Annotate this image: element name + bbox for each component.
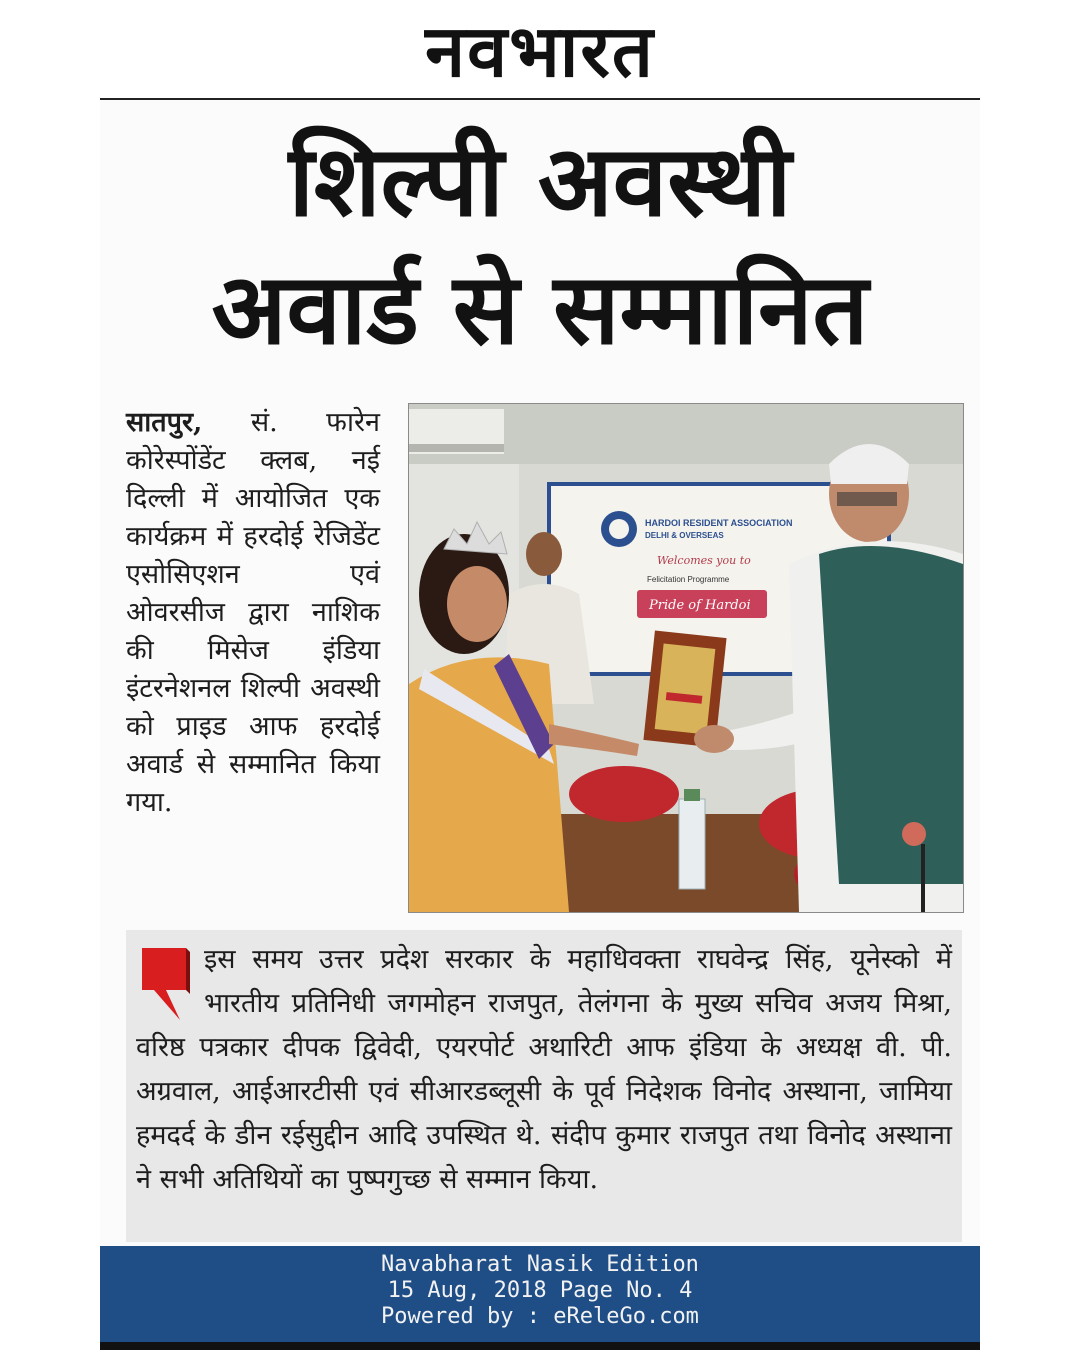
quote-mark-icon [136,946,192,1022]
footer-powered-by: Powered by : eReleGo.com [381,1304,699,1329]
intro-paragraph [126,404,380,822]
headline-line-2: अवार्ड से सम्मानित [211,253,869,367]
banner-program: Felicitation Programme [647,575,730,584]
edition-footer [100,1246,980,1342]
masthead-title: नवभारत [425,9,655,93]
highlight-text-wrapper [136,938,952,1202]
footer-edition: Navabharat Nasik Edition [381,1252,699,1277]
photo-illustration [409,404,963,912]
footer-date-page: 15 Aug, 2018 Page No. 4 [387,1278,693,1303]
dateline: सातपुर, [126,407,203,438]
banner-line-1: HARDOI RESIDENT ASSOCIATION [645,518,793,528]
masthead [100,0,980,100]
intro-text: सं. फारेन कोरेस्पोंडेंट क्लब, नई दिल्ली में आयोजित एक कार्यक्रम में हरदोई रेजिडेंट एसोसिएशन एवं ओवरसीज द्वारा नाशिक की मिसेज इंडिया इंटरनेशनल शिल्पी अवस्थी को प्राइड आफ हरदोई अवार्ड से सम्मानित किया गया. [126,407,380,818]
bottom-bar [100,1342,980,1350]
banner-welcome: Welcomes you to [657,554,751,567]
banner-line-2: DELHI & OVERSEAS [645,531,724,540]
headline-line-1: शिल्पी अवस्थी [288,125,792,239]
highlight-text: इस समय उत्तर प्रदेश सरकार के महाधिवक्ता राघवेन्द्र सिंह, यूनेस्को में भारतीय प्रतिनिधी जगमोहन राजपुत, तेलंगना के मुख्य सचिव अजय मिश्रा, वरिष्ठ पत्रकार दीपक द्विवेदी, एयरपोर्ट अथारिटी आफ इंडिया के अध्यक्ष वी. पी. अग्रवाल, आईआरटीसी एवं सीआरडब्लूसी के पूर्व निदेशक विनोद अस्थाना, जामिया हमदर्द के डीन रईसुद्दीन आदि उपस्थित थे. संदीप कुमार राजपुत तथा विनोद अस्थाना ने सभी अतिथियों का पुष्पगुच्छ से सम्मान किया. [136,944,952,1195]
highlight-box [126,930,962,1242]
banner-pride: Pride of Hardoi [649,598,751,613]
news-photo [408,403,964,913]
headline [100,118,980,374]
